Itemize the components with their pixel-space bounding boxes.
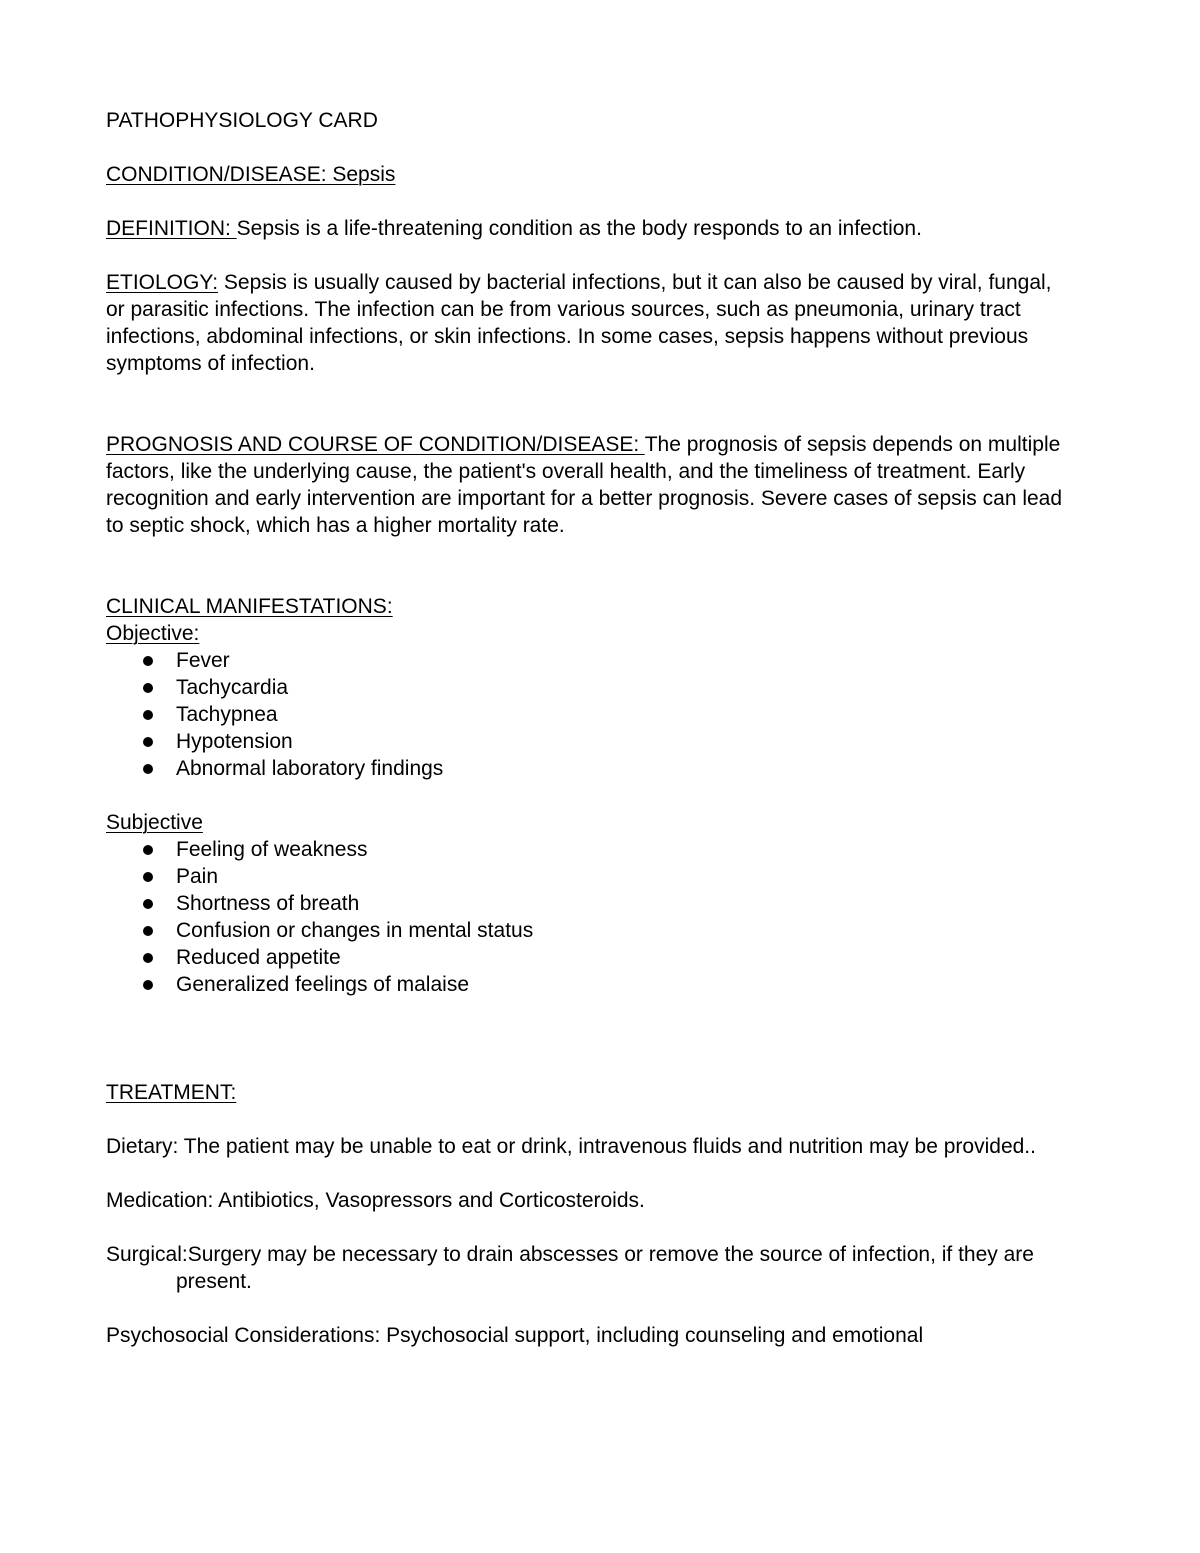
subjective-list — [106, 836, 1066, 998]
prognosis-text: The prognosis of sepsis depends on multiple factors, like the underlying cause, the patient's overall health, and the timeliness of treatment. Early recognition and early intervention are important for a better prognosis. Severe cases of sepsis can lead to septic shock, which has a higher mortality rate. — [106, 433, 1063, 537]
bullet-icon — [143, 872, 153, 882]
treatment-surgical: Surgical:Surgery may be necessary to drain abscesses or remove the source of infection, if they are present. — [106, 1243, 1034, 1293]
bullet-icon — [143, 926, 153, 936]
bullet-icon — [143, 953, 153, 963]
condition-heading: CONDITION/DISEASE: Sepsis — [106, 163, 396, 186]
list-item: Generalized feelings of malaise — [106, 971, 1066, 998]
etiology-section — [106, 269, 1066, 377]
etiology-text: Sepsis is usually caused by bacterial infections, but it can also be caused by viral, fungal, or parasitic infections. The infection can be from various sources, such as pneumonia, urinary tract infections, abdominal infections, or skin infections. In some cases, sepsis happens without previous symptoms of infection. — [106, 271, 1052, 375]
bullet-icon — [143, 845, 153, 855]
objective-heading: Objective: — [106, 622, 200, 645]
definition-section — [106, 215, 1066, 242]
subjective-heading: Subjective — [106, 811, 203, 834]
bullet-icon — [143, 980, 153, 990]
list-item: Reduced appetite — [106, 944, 1066, 971]
list-item: Confusion or changes in mental status — [106, 917, 1066, 944]
definition-text: Sepsis is a life-threatening condition as the body responds to an infection. — [236, 217, 922, 240]
treatment-medication: Medication: Antibiotics, Vasopressors and Corticosteroids. — [106, 1189, 645, 1212]
list-item: Abnormal laboratory findings — [106, 755, 1066, 782]
document-page — [106, 107, 1066, 1349]
list-item: Fever — [106, 647, 1066, 674]
list-item: Shortness of breath — [106, 890, 1066, 917]
definition-label: DEFINITION: — [106, 217, 237, 240]
list-item: Feeling of weakness — [106, 836, 1066, 863]
treatment-dietary: Dietary: The patient may be unable to eat or drink, intravenous fluids and nutrition may be provided.. — [106, 1135, 1036, 1158]
list-item: Pain — [106, 863, 1066, 890]
list-item: Tachypnea — [106, 701, 1066, 728]
bullet-icon — [143, 764, 153, 774]
bullet-icon — [143, 656, 153, 666]
clinical-manifestations-heading: CLINICAL MANIFESTATIONS: — [106, 595, 393, 618]
bullet-icon — [143, 899, 153, 909]
objective-list — [106, 647, 1066, 782]
etiology-label: ETIOLOGY: — [106, 271, 219, 294]
list-item: Tachycardia — [106, 674, 1066, 701]
bullet-icon — [143, 710, 153, 720]
bullet-icon — [143, 737, 153, 747]
list-item: Hypotension — [106, 728, 1066, 755]
prognosis-label: PROGNOSIS AND COURSE OF CONDITION/DISEASE: — [106, 433, 645, 456]
bullet-icon — [143, 683, 153, 693]
treatment-psychosocial: Psychosocial Considerations: Psychosocial support, including counseling and emotional — [106, 1324, 924, 1347]
prognosis-section — [106, 431, 1066, 539]
card-title: PATHOPHYSIOLOGY CARD — [106, 109, 378, 132]
treatment-heading: TREATMENT: — [106, 1081, 237, 1104]
